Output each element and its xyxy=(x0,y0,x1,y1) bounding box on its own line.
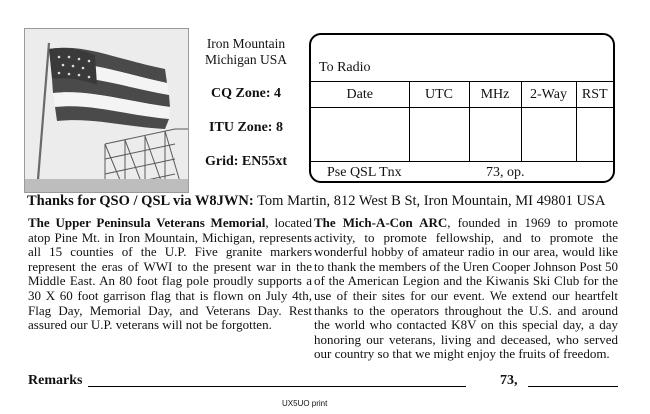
thanks-label: Thanks for QSO / QSL via W8JWN: xyxy=(27,193,254,209)
to-radio-label: To Radio xyxy=(319,60,371,75)
club-text xyxy=(314,216,618,362)
veterans-memorial-text: The Upper Peninsula Veterans Memorial, located atop Pine Mt. in Iron Mountain, Michigan, represents all 15 counties of the U.P. Five granite markers represent the eras of WWI to the present war in the Middle East. An 80 foot flag pole proudly supports a 30 X 60 foot garrison flag that is flown on July 4th, Flag Day, Memorial Day, and Veterans Day. Rest assured our U.P. veterans will not be forgotten. xyxy=(28,215,313,333)
header-rst: RST xyxy=(576,82,613,108)
header-utc: UTC xyxy=(409,82,469,108)
cell-date xyxy=(311,108,409,162)
club-body: , founded in 1969 to promote activity, to promote fellowship, and to promote the wonderful hobby of amateur radio in our area, would like to thank the members of the Uren Cooper Johnson Post 50 of the American Legion and the Kiwanis Ski Club for the use of their sites for our event. We extend our heartfelt thanks to the operators throughout the U.S. and around the world who contacted K8V on this special day, a day honoring our veterans, living and deceased, who served our country so that we might enjoy the fruits of freedom. xyxy=(314,215,619,362)
station-state: Michigan USA xyxy=(204,52,288,67)
manager-address: Tom Martin, 812 West B St, Iron Mountain, MI 49801 USA xyxy=(257,193,606,209)
station-info xyxy=(196,36,296,170)
qso-table xyxy=(311,81,613,162)
qso-confirmation-box xyxy=(309,33,615,183)
table-row xyxy=(311,108,613,162)
grid-locator: Grid: EN55xt xyxy=(204,154,288,169)
memorial-body: located atop Pine Mt. in Iron Mountain, Michigan, represents all 15 counties of the U.P. Five granite markers represent the eras of WWI to the present war in the Middle East. An 80 foot flag pole proudly supports a 30 X 60 foot garrison flag that is flown on July 4th, Flag Day, Memorial Day, and Veterans Day. Rest assured our U.P. veterans will not be forgotten. xyxy=(28,215,313,333)
remarks-line xyxy=(88,386,466,387)
header-date: Date xyxy=(311,82,409,108)
signature-line xyxy=(528,386,618,387)
pse-qsl-tnx: Pse QSL Tnx xyxy=(327,165,402,180)
memorial-title: The Upper Peninsula Veterans Memorial xyxy=(28,215,266,230)
qso-table-header xyxy=(311,82,613,108)
header-mhz: MHz xyxy=(469,82,521,108)
thanks-line xyxy=(27,193,605,210)
header-2way: 2-Way xyxy=(521,82,576,108)
club-title: The Mich-A-Con ARC xyxy=(314,215,448,230)
flag-photo xyxy=(24,28,189,193)
itu-zone: ITU Zone: 8 xyxy=(209,120,283,135)
cell-rst xyxy=(576,108,613,162)
cell-mhz xyxy=(469,108,521,162)
cell-utc xyxy=(409,108,469,162)
flag-photo-svg xyxy=(25,29,188,192)
station-city: Iron Mountain xyxy=(206,36,286,51)
signoff-label: 73, xyxy=(500,373,518,388)
cq-zone: CQ Zone: 4 xyxy=(211,86,281,101)
print-credit: UX5UO print xyxy=(282,399,328,408)
remarks-label: Remarks xyxy=(28,373,83,388)
closing-73-op: 73, op. xyxy=(486,165,525,180)
cell-2way xyxy=(521,108,576,162)
